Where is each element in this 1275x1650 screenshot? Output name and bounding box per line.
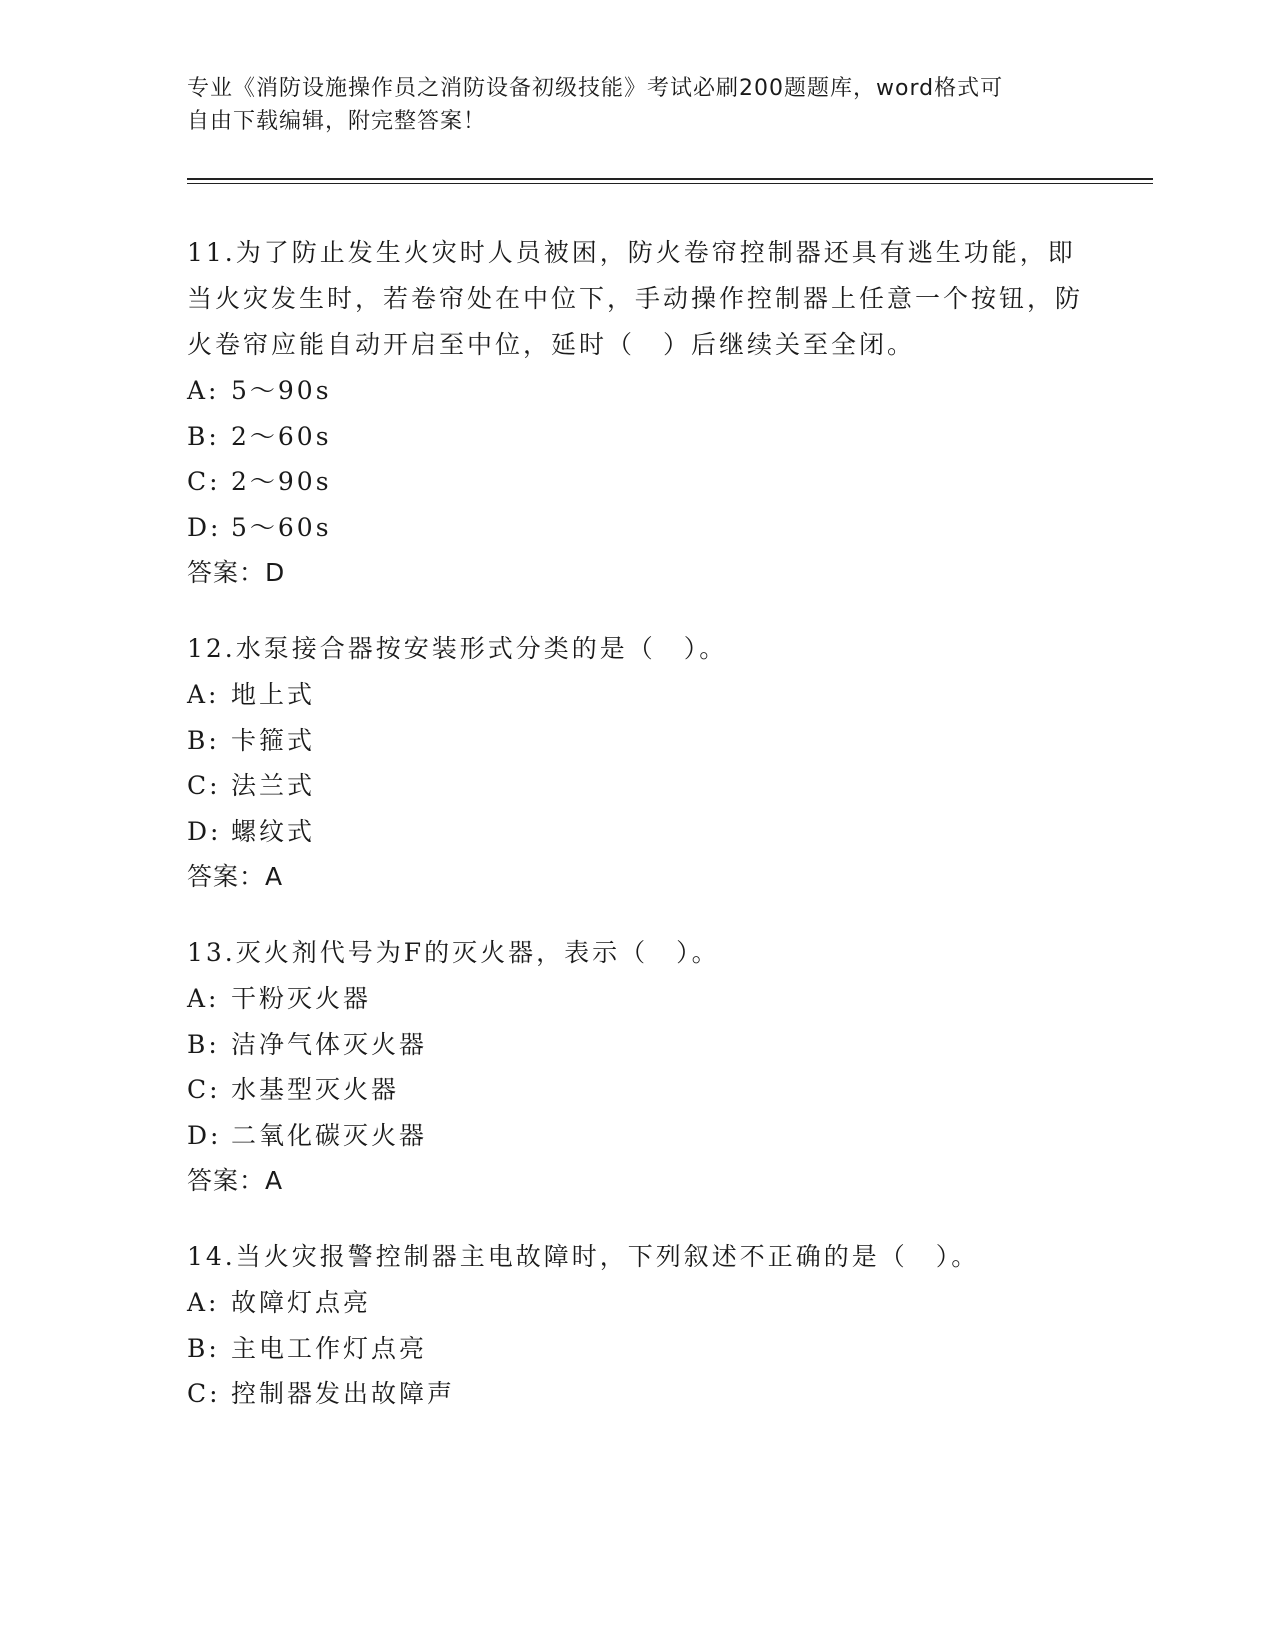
- option-b: [187, 718, 1087, 764]
- option-c: [187, 1371, 1087, 1417]
- option-a: [187, 672, 1087, 718]
- option-c: [187, 1067, 1087, 1113]
- question-11: [187, 230, 1087, 596]
- question-12: [187, 626, 1087, 900]
- option-letter: C:: [187, 1379, 221, 1408]
- option-text: 洁净气体灭火器: [231, 1029, 428, 1059]
- option-text: 干粉灭火器: [231, 984, 372, 1013]
- document-header: [187, 72, 1087, 138]
- option-text: 控制器发出故障声: [231, 1379, 456, 1408]
- option-d: [187, 809, 1087, 855]
- question-list: [187, 230, 1087, 1447]
- option-letter: D:: [187, 1120, 222, 1150]
- option-text: 主电工作灯点亮: [231, 1333, 428, 1363]
- answer-line: 答案：A: [187, 1166, 284, 1195]
- option-text: 地上式: [231, 680, 316, 709]
- question-stem: 12.水泵接合器按安装形式分类的是（ ）。: [187, 634, 728, 663]
- header-line-2: 自由下载编辑，附完整答案！: [187, 109, 487, 134]
- option-letter: B:: [187, 1333, 220, 1363]
- header-line-1: 专业《消防设施操作员之消防设备初级技能》考试必刷200题题库，word格式可: [187, 76, 1004, 101]
- option-letter: C:: [187, 771, 221, 800]
- question-stem: 13.灭火剂代号为F的灭火器，表示（ ）。: [187, 938, 720, 967]
- question-stem: 11.为了防止发生火灾时人员被困，防火卷帘控制器还具有逃生功能，即当火灾发生时，若卷帘处在中位下，手动操作控制器上任意一个按钮，防火卷帘应能自动开启至中位，延时（ ）后继续关至全闭。: [187, 238, 1084, 359]
- option-letter: C:: [187, 1075, 221, 1104]
- option-c: [187, 763, 1087, 809]
- option-letter: B:: [187, 725, 220, 755]
- option-c: [187, 459, 1087, 505]
- option-letter: C:: [187, 467, 221, 496]
- option-b: [187, 1326, 1087, 1372]
- question-stem: 14.当火灾报警控制器主电故障时，下列叙述不正确的是（ ）。: [187, 1242, 980, 1271]
- option-a: [187, 976, 1087, 1022]
- option-text: 法兰式: [231, 771, 316, 800]
- option-text: 5～60s: [231, 512, 332, 542]
- option-letter: A:: [187, 984, 220, 1013]
- header-divider-thick: [187, 178, 1153, 180]
- option-b: [187, 414, 1087, 460]
- option-letter: A:: [187, 376, 220, 405]
- option-text: 故障灯点亮: [231, 1288, 372, 1317]
- option-letter: B:: [187, 1029, 220, 1059]
- answer-line: 答案：D: [187, 558, 286, 587]
- header-divider-thin: [187, 183, 1153, 184]
- option-d: [187, 1113, 1087, 1159]
- option-d: [187, 505, 1087, 551]
- question-13: [187, 930, 1087, 1204]
- option-letter: A:: [187, 680, 220, 709]
- option-text: 螺纹式: [231, 816, 316, 846]
- option-b: [187, 1022, 1087, 1068]
- option-a: [187, 368, 1087, 414]
- option-text: 2～60s: [231, 421, 332, 451]
- option-letter: D:: [187, 512, 222, 542]
- option-text: 二氧化碳灭火器: [231, 1120, 428, 1150]
- option-text: 水基型灭火器: [231, 1075, 400, 1104]
- option-letter: D:: [187, 816, 222, 846]
- option-a: [187, 1280, 1087, 1326]
- answer-line: 答案：A: [187, 862, 284, 891]
- option-text: 卡箍式: [231, 725, 316, 755]
- option-letter: B:: [187, 421, 220, 451]
- option-letter: A:: [187, 1288, 220, 1317]
- question-14: [187, 1234, 1087, 1417]
- option-text: 5～90s: [231, 376, 332, 405]
- option-text: 2～90s: [231, 467, 332, 496]
